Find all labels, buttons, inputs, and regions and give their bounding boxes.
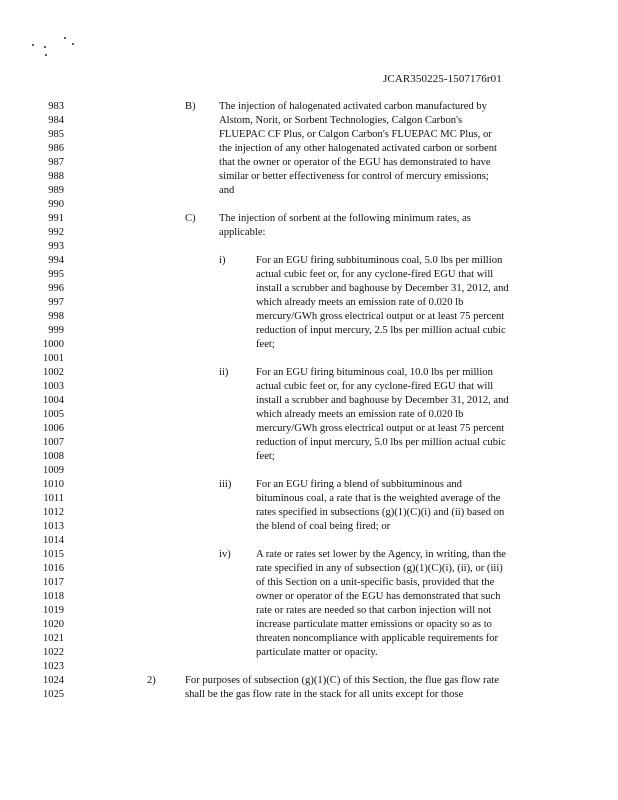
line-number: 985 (48, 129, 64, 140)
item-ii-line: For an EGU firing bituminous coal, 10.0 lbs per million (256, 367, 493, 378)
line-number: 1010 (43, 479, 64, 490)
subsection-b-line: that the owner or operator of the EGU has demonstrated to have (219, 157, 491, 168)
line-number: 1011 (43, 493, 64, 504)
line-number: 998 (48, 311, 64, 322)
line-number: 1000 (43, 339, 64, 350)
line-number: 1024 (43, 675, 64, 686)
item-iii-line: For an EGU firing a blend of subbituminous and (256, 479, 462, 490)
item-iii-line: bituminous coal, a rate that is the weighted average of the (256, 493, 501, 504)
item-label-ii: ii) (219, 367, 229, 378)
subsection-label-c: C) (185, 213, 196, 224)
line-number: 1016 (43, 563, 64, 574)
line-number: 1005 (43, 409, 64, 420)
line-number: 999 (48, 325, 64, 336)
item-i-line: actual cubic feet or, for any cyclone-fired EGU that will (256, 269, 494, 280)
item-i-line: install a scrubber and baghouse by December 31, 2012, and (256, 283, 509, 294)
line-number: 990 (48, 199, 64, 210)
line-number: 1006 (43, 423, 64, 434)
item-iv-line: rate specified in any of subsection (g)(1)(C)(i), (ii), or (iii) (256, 563, 503, 574)
item-i-line: For an EGU firing subbituminous coal, 5.0 lbs per million (256, 255, 503, 266)
line-number: 986 (48, 143, 64, 154)
subsection-2-line: For purposes of subsection (g)(1)(C) of this Section, the flue gas flow rate (185, 675, 499, 686)
document-id-header: JCAR350225-1507176r01 (383, 73, 502, 85)
item-iv-line: of this Section on a unit-specific basis, provided that the (256, 577, 495, 588)
line-number: 1002 (43, 367, 64, 378)
item-ii-line: mercury/GWh gross electrical output or at least 75 percent (256, 423, 505, 434)
item-label-i: i) (219, 255, 226, 266)
line-number: 1020 (43, 619, 64, 630)
item-i-line: mercury/GWh gross electrical output or at least 75 percent (256, 311, 505, 322)
line-number: 995 (48, 269, 64, 280)
line-number: 1017 (43, 577, 64, 588)
line-number: 1015 (43, 549, 64, 560)
item-iv-line: rate or rates are needed so that carbon injection will not (256, 605, 492, 616)
line-number: 994 (48, 255, 64, 266)
line-number: 1025 (43, 689, 64, 700)
item-ii-line: reduction of input mercury, 5.0 lbs per million actual cubic (256, 437, 506, 448)
item-iii-line: the blend of coal being fired; or (256, 521, 391, 532)
item-iv-line: A rate or rates set lower by the Agency, in writing, than the (256, 549, 506, 560)
line-number: 1009 (43, 465, 64, 476)
line-number: 1022 (43, 647, 64, 658)
item-ii-line: feet; (256, 451, 275, 462)
item-iv-line: threaten noncompliance with applicable requirements for (256, 633, 499, 644)
subsection-b-line: FLUEPAC CF Plus, or Calgon Carbon's FLUEPAC MC Plus, or (219, 129, 492, 140)
scan-speck (44, 46, 46, 48)
item-i-line: which already meets an emission rate of 0.020 lb (256, 297, 464, 308)
subsection-label-2: 2) (147, 675, 156, 686)
item-iv-line: increase particulate matter emissions or opacity so as to (256, 619, 492, 630)
scan-speck (72, 43, 74, 45)
line-number: 997 (48, 297, 64, 308)
line-number: 992 (48, 227, 64, 238)
line-number: 1014 (43, 535, 64, 546)
item-ii-line: install a scrubber and baghouse by December 31, 2012, and (256, 395, 509, 406)
scan-speck (32, 44, 34, 46)
line-number: 1004 (43, 395, 64, 406)
line-number: 1003 (43, 381, 64, 392)
item-iv-line: particulate matter or opacity. (256, 647, 378, 658)
line-number: 991 (48, 213, 64, 224)
line-number: 1008 (43, 451, 64, 462)
scan-speck (64, 37, 66, 39)
line-number: 1012 (43, 507, 64, 518)
item-ii-line: actual cubic feet or, for any cyclone-fired EGU that will (256, 381, 494, 392)
subsection-b-line: similar or better effectiveness for control of mercury emissions; (219, 171, 489, 182)
subsection-c-line: applicable: (219, 227, 266, 238)
line-number: 983 (48, 101, 64, 112)
item-i-line: reduction of input mercury, 2.5 lbs per million actual cubic (256, 325, 506, 336)
line-number: 993 (48, 241, 64, 252)
subsection-b-line: and (219, 185, 235, 196)
scan-speck (45, 54, 47, 56)
line-number: 1001 (43, 353, 64, 364)
subsection-b-line: Alstom, Norit, or Sorbent Technologies, Calgon Carbon's (219, 115, 463, 126)
subsection-2-line: shall be the gas flow rate in the stack for all units except for those (185, 689, 464, 700)
item-ii-line: which already meets an emission rate of 0.020 lb (256, 409, 464, 420)
item-label-iv: iv) (219, 549, 231, 560)
line-number: 1013 (43, 521, 64, 532)
line-number: 987 (48, 157, 64, 168)
line-number: 1007 (43, 437, 64, 448)
line-number: 1019 (43, 605, 64, 616)
item-iv-line: owner or operator of the EGU has demonstrated that such (256, 591, 501, 602)
subsection-c-line: The injection of sorbent at the following minimum rates, as (219, 213, 471, 224)
line-number: 1023 (43, 661, 64, 672)
line-number: 984 (48, 115, 64, 126)
line-number: 989 (48, 185, 64, 196)
item-label-iii: iii) (219, 479, 232, 490)
item-i-line: feet; (256, 339, 275, 350)
line-number: 988 (48, 171, 64, 182)
line-number: 996 (48, 283, 64, 294)
line-number: 1018 (43, 591, 64, 602)
item-iii-line: rates specified in subsections (g)(1)(C)(i) and (ii) based on (256, 507, 505, 518)
subsection-b-line: the injection of any other halogenated activated carbon or sorbent (219, 143, 497, 154)
subsection-label-b: B) (185, 101, 196, 112)
subsection-b-line: The injection of halogenated activated carbon manufactured by (219, 101, 487, 112)
line-number: 1021 (43, 633, 64, 644)
